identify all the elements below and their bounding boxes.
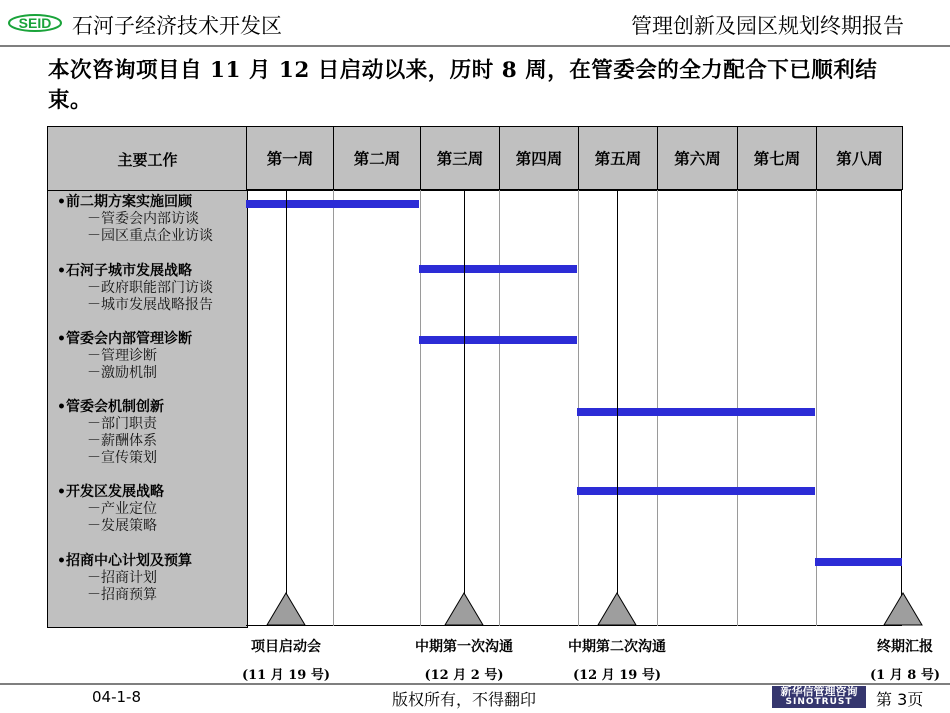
milestone-label: 终期汇报 (877, 639, 933, 655)
task-group (57, 553, 192, 604)
task-subitem: －薪酬体系 (87, 433, 157, 449)
week-header-6: 第六周 (657, 126, 738, 190)
task-group (57, 194, 213, 245)
week-header-8: 第八周 (816, 126, 903, 190)
milestone-date: (11 月 19 号) (241, 668, 331, 683)
task-title: •前二期方案实施回顾 (57, 194, 192, 210)
logo-text: SEID (18, 15, 52, 31)
task-subitem: －激励机制 (87, 365, 157, 381)
milestone-label: 中期第一次沟通 (415, 639, 513, 655)
milestone-label: 中期第二次沟通 (568, 639, 666, 655)
bar-task-4 (577, 408, 815, 416)
milestone-date: (12 月 19 号) (572, 668, 662, 683)
task-title: •管委会机制创新 (57, 399, 164, 415)
page-number: 第 3页 (876, 690, 924, 709)
week-gridline (333, 190, 334, 626)
task-subitem: －发展策略 (87, 518, 157, 534)
task-subitem: －招商计划 (87, 570, 157, 586)
week-gridline (499, 190, 500, 626)
summary-text: 本次咨询项目自 11 月 12 日启动以来，历时 8 周，在管委会的全力配合下已顺利结束。 (48, 58, 878, 113)
task-subitem: －宣传策划 (87, 450, 157, 466)
week-header-5: 第五周 (578, 126, 658, 190)
task-title: •开发区发展战略 (57, 484, 164, 500)
bar-task-3 (419, 336, 577, 344)
footer-date: 04-1-8 (92, 688, 141, 706)
organization-name: 石河子经济技术开发区 (72, 14, 282, 38)
week-header-2: 第二周 (333, 126, 421, 190)
task-subitem: －管理诊断 (87, 348, 157, 364)
task-subitem: －城市发展战略报告 (87, 297, 213, 313)
task-column-header: 主要工作 (47, 126, 248, 192)
task-title: •招商中心计划及预算 (57, 553, 192, 569)
week-header-1: 第一周 (246, 126, 334, 190)
milestone-label: 项目启动会 (251, 639, 321, 655)
week-gridline (420, 190, 421, 626)
week-header-7: 第七周 (737, 126, 817, 190)
report-title: 管理创新及园区规划终期报告 (631, 14, 904, 38)
seid-logo (8, 12, 62, 34)
task-subitem: －管委会内部访谈 (87, 211, 199, 227)
task-subitem: －政府职能部门访谈 (87, 280, 213, 296)
header-divider (0, 45, 950, 47)
week-header-3: 第三周 (420, 126, 500, 190)
week-header-4: 第四周 (499, 126, 579, 190)
milestone-line (464, 190, 465, 595)
task-subitem: －招商预算 (87, 587, 157, 603)
brand-line-1: 新华信管理咨询 (780, 685, 858, 698)
milestone-date: (1 月 8 号) (870, 668, 940, 683)
task-group (57, 331, 192, 382)
brand-line-2: SINOTRUST (785, 697, 853, 707)
task-title: •管委会内部管理诊断 (57, 331, 192, 347)
task-group (57, 399, 164, 467)
task-subitem: －园区重点企业访谈 (87, 228, 213, 244)
milestone-line (286, 190, 287, 595)
task-title: •石河子城市发展战略 (57, 263, 192, 279)
task-group (57, 484, 164, 535)
bar-task-1 (246, 200, 419, 208)
copyright-notice: 版权所有，不得翻印 (392, 690, 537, 709)
milestone-line (617, 190, 618, 595)
sinotrust-logo (772, 686, 866, 708)
milestone-date: (12 月 2 号) (424, 668, 504, 683)
task-group (57, 263, 213, 314)
bar-task-6 (815, 558, 902, 566)
bar-task-2 (419, 265, 577, 273)
task-subitem: －产业定位 (87, 501, 157, 517)
bar-task-5 (577, 487, 815, 495)
task-subitem: －部门职责 (87, 416, 157, 432)
